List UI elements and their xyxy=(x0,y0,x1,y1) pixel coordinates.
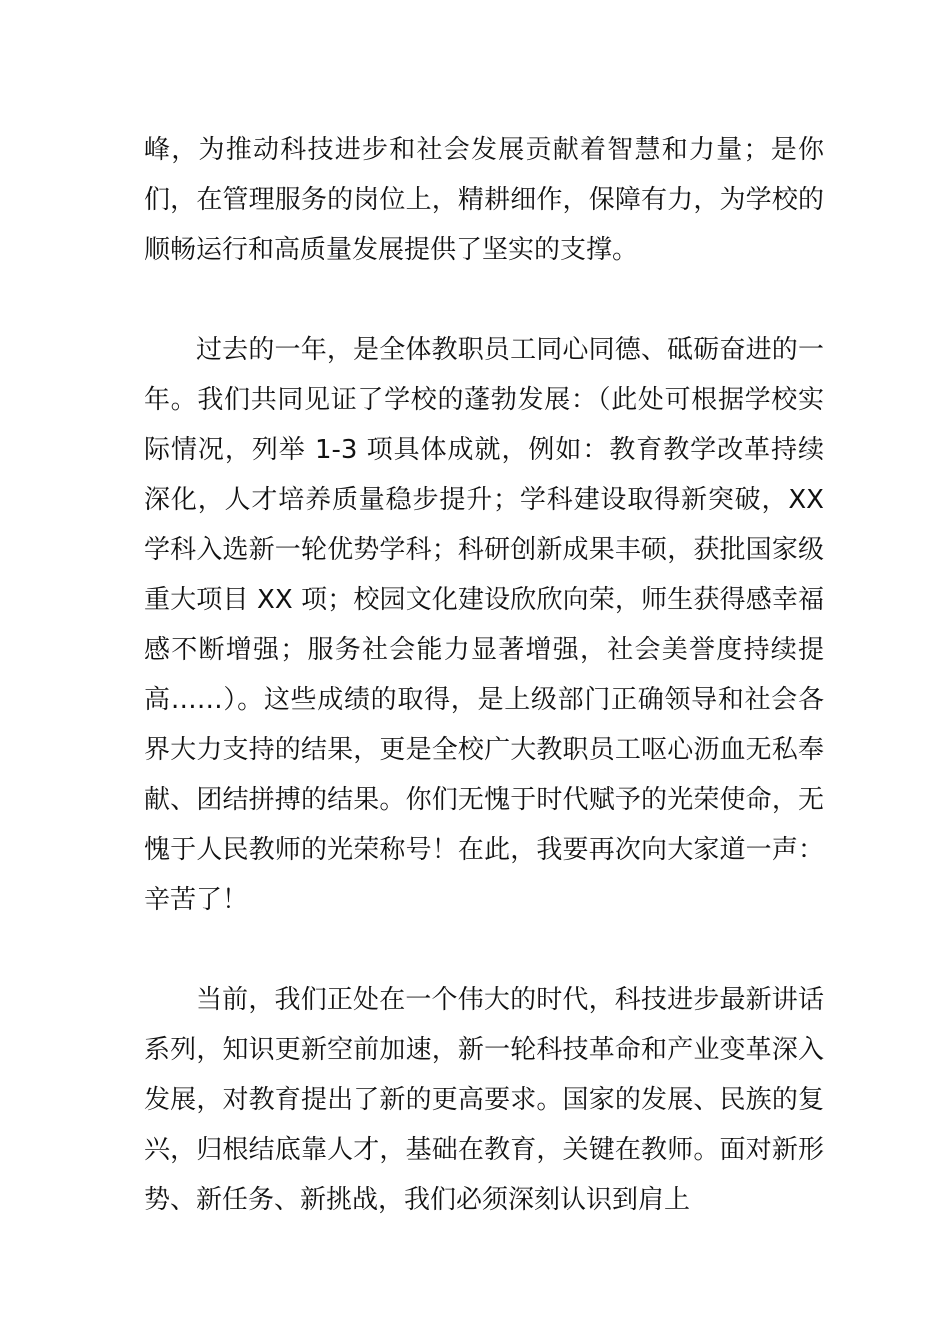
paragraph-3: 当前，我们正处在一个伟大的时代，科技进步最新讲话系列，知识更新空前加速，新一轮科技革命和产业变革深入发展，对教育提出了新的更高要求。国家的发展、民族的复兴，归根结底靠人才，基础在教育，关键在教师。面对新形势、新任务、新挑战，我们必须深刻认识到肩上 xyxy=(144,985,824,1215)
paragraph-2: 过去的一年，是全体教职员工同心同德、砥砺奋进的一年。我们共同见证了学校的蓬勃发展：（此处可根据学校实际情况，列举 1-3 项具体成就，例如：教育教学改革持续深化，人才培养质量稳步提升；学科建设取得新突破，XX 学科入选新一轮优势学科；科研创新成果丰硕，获批国家级重大项目 XX 项；校园文化建设欣欣向荣，师生获得感幸福感不断增强；服务社会能力显著增强，社会美誉度持续提高……）。这些成绩的取得，是上级部门正确领导和社会各界大力支持的结果，更是全校广大教职员工呕心沥血无私奉献、团结拼搏的结果。你们无愧于时代赋予的光荣使命，无愧于人民教师的光荣称号！在此，我要再次向大家道一声：辛苦了！ xyxy=(144,335,824,915)
paragraph-1: 峰，为推动科技进步和社会发展贡献着智慧和力量；是你们，在管理服务的岗位上，精耕细作，保障有力，为学校的顺畅运行和高质量发展提供了坚实的支撑。 xyxy=(144,135,824,265)
document-page xyxy=(144,125,824,1225)
